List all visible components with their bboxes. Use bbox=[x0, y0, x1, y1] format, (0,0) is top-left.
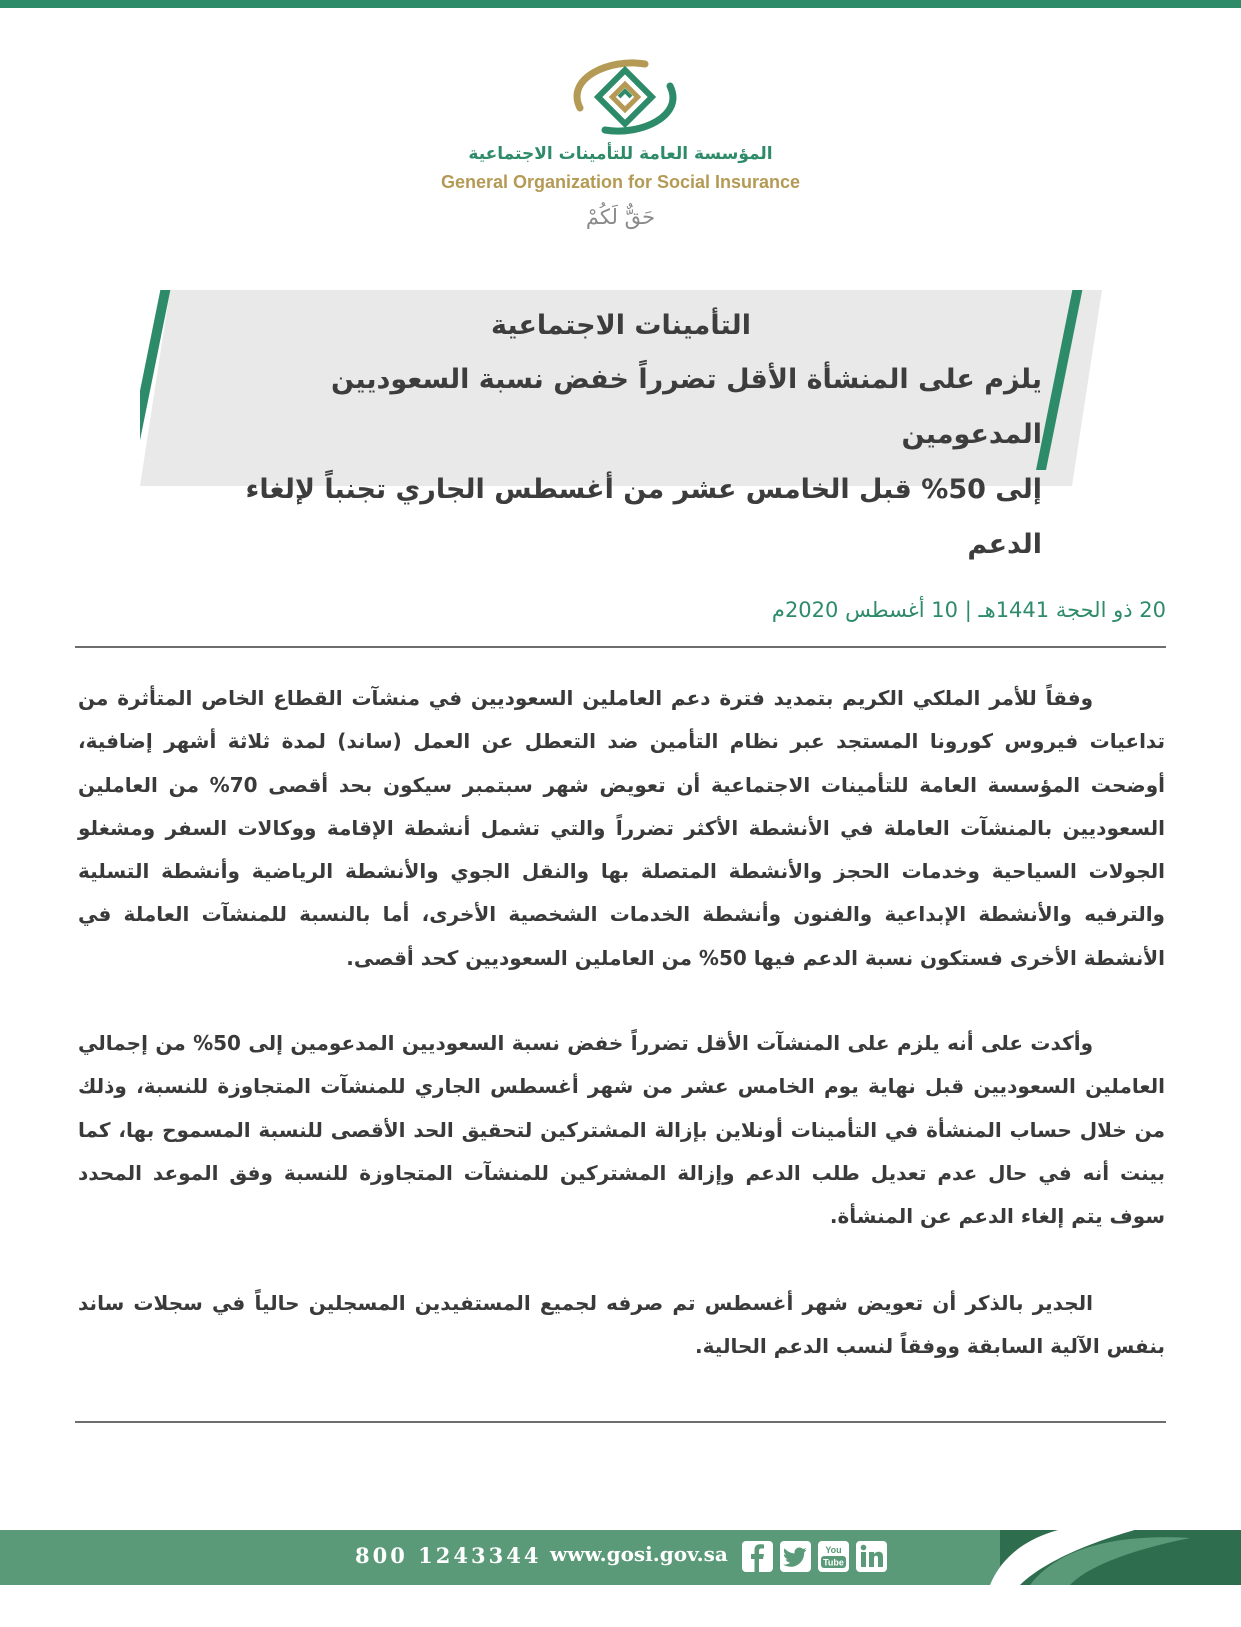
publication-date: 20 ذو الحجة 1441هـ | 10 أغسطس 2020م bbox=[771, 598, 1166, 622]
headline-line-2: إلى 50% قبل الخامس عشر من أغسطس الجاري تجنباً لإلغاء الدعم bbox=[245, 474, 1042, 560]
top-accent-bar bbox=[0, 0, 1241, 8]
org-name-arabic: المؤسسة العامة للتأمينات الاجتماعية bbox=[468, 144, 773, 164]
youtube-label-bottom: Tube bbox=[823, 1557, 844, 1568]
leaf-decoration-icon bbox=[990, 1516, 1241, 1585]
body-paragraph-2 bbox=[78, 1022, 1165, 1238]
social-icons bbox=[742, 1541, 887, 1572]
footer-bar bbox=[0, 1530, 1241, 1585]
headline-banner bbox=[140, 290, 1102, 560]
divider-top bbox=[75, 646, 1166, 648]
linkedin-icon[interactable] bbox=[856, 1541, 887, 1572]
org-name-english: General Organization for Social Insurance bbox=[440, 172, 801, 192]
body-paragraph-3 bbox=[78, 1282, 1165, 1369]
gosi-logo bbox=[560, 58, 690, 136]
paragraph-text: وأكدت على أنه يلزم على المنشآت الأقل تضرراً خفض نسبة السعوديين المدعومين إلى 50% من إجمالي العاملين السعوديين قبل نهاية يوم الخامس عشر من شهر أغسطس الجاري للمنشآت المتجاوزة للنسبة، وذلك من خلال حساب المنشأة في التأمينات أونلاين بإزالة المشتركين لتحقيق الحد الأقصى للنسبة المسموح بها، كما بينت أنه في حال عدم تعديل طلب الدعم وإزالة المشتركين للمنشآت المتجاوزة للنسبة وفق الموعد المحدد سوف يتم إلغاء الدعم عن المنشأة. bbox=[78, 1031, 1165, 1229]
twitter-icon[interactable] bbox=[780, 1541, 811, 1572]
paragraph-text: وفقاً للأمر الملكي الكريم بتمديد فترة دعم العاملين السعوديين في منشآت القطاع الخاص المتأثرة من تداعيات فيروس كورونا المستجد عبر نظام التأمين ضد التعطل عن العمل (ساند) لمدة ثلاثة أشهر إضافية، أوضحت المؤسسة العامة للتأمينات الاجتماعية أن تعويض شهر سبتمبر سيكون بحد أقصى 70% من العاملين السعوديين بالمنشآت العاملة في الأنشطة الأكثر تضرراً والتي تشمل أنشطة الإقامة ووكالات السفر ومشغلو الجولات السياحية وخدمات الحجز والأنشطة المتصلة بها والنقل الجوي والأنشطة الرياضية وأنشطة التسلية والترفيه والأنشطة الإبداعية والفنون وأنشطة الخدمات الشخصية الأخرى، أما بالنسبة للمنشآت العاملة في الأنشطة الأخرى فستكون نسبة الدعم فيها 50% من العاملين السعوديين كحد أقصى. bbox=[78, 686, 1166, 970]
paragraph-text: الجدير بالذكر أن تعويض شهر أغسطس تم صرفه لجميع المستفيدين المسجلين حالياً في سجلات ساند بنفس الآلية السابقة ووفقاً لنسب الدعم الحالية. bbox=[78, 1291, 1165, 1359]
youtube-icon[interactable] bbox=[818, 1541, 849, 1572]
headline-text bbox=[200, 300, 1042, 572]
body-paragraph-1 bbox=[78, 677, 1165, 980]
tagline: حَقٌّ لَكُمْ bbox=[585, 205, 656, 229]
facebook-icon[interactable] bbox=[742, 1541, 773, 1572]
youtube-label-top: You bbox=[825, 1545, 842, 1555]
divider-bottom bbox=[75, 1421, 1166, 1423]
headline-title: التأمينات الاجتماعية bbox=[491, 310, 751, 341]
headline-line-1: يلزم على المنشأة الأقل تضرراً خفض نسبة السعوديين المدعومين bbox=[331, 364, 1042, 450]
website-link[interactable]: www.gosi.gov.sa bbox=[550, 1542, 728, 1566]
phone-number[interactable]: 800 1243344 bbox=[355, 1543, 542, 1568]
